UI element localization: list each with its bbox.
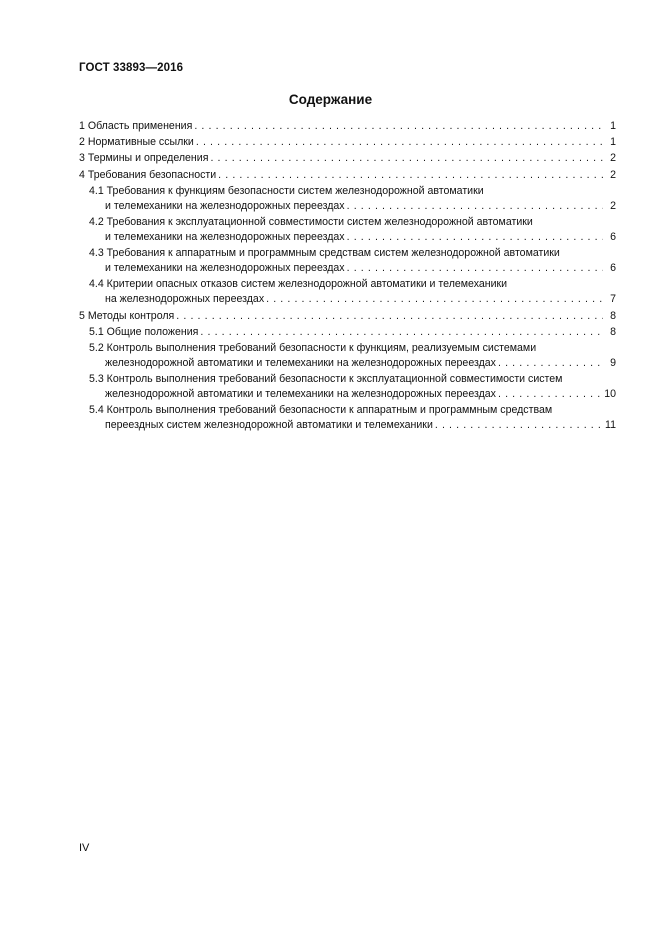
toc-entry-text: железнодорожной автоматики и телемеханики на железнодорожных переездах <box>105 356 496 369</box>
table-of-contents <box>79 119 616 434</box>
toc-entry-line <box>89 387 616 402</box>
toc-entry-line <box>89 261 616 276</box>
toc-entry-text: 4.3 Требования к аппаратным и программным средствам систем железнодорожной автоматики <box>89 247 560 260</box>
toc-leader-dots <box>208 151 603 166</box>
toc-entry-line <box>89 341 616 356</box>
toc-entry-line <box>89 184 616 199</box>
toc-entry-text: 3 Термины и определения <box>79 152 209 165</box>
toc-leader-dots <box>345 261 603 276</box>
toc-leader-dots <box>264 292 603 307</box>
toc-leader-dots <box>496 356 603 371</box>
toc-entry-line <box>89 418 616 433</box>
toc-entry-text: и телемеханики на железнодорожных переездах <box>105 230 345 243</box>
toc-entry-text: переездных систем железнодорожной автоматики и телемеханики <box>105 419 433 432</box>
toc-entry-line <box>89 199 616 214</box>
toc-page-number: 6 <box>610 230 616 243</box>
toc-entry-text: 1 Область применения <box>79 120 193 132</box>
toc-entry-line <box>89 403 616 418</box>
toc-leader-dots <box>433 418 602 433</box>
toc-entry-line <box>89 292 616 307</box>
toc-entry[interactable] <box>79 151 616 166</box>
toc-page-number: 6 <box>610 262 616 275</box>
document-code: ГОСТ 33893—2016 <box>79 62 184 74</box>
toc-entry[interactable] <box>79 215 616 245</box>
toc-entry-line <box>89 246 616 261</box>
toc-entry[interactable] <box>79 119 616 134</box>
toc-entry[interactable] <box>79 372 616 402</box>
toc-entry-line <box>89 277 616 292</box>
toc-entry-text: 4.1 Требования к функциям безопасности систем железнодорожной автоматики <box>89 184 484 197</box>
toc-entry[interactable] <box>79 135 616 150</box>
toc-page-number: 8 <box>610 309 616 322</box>
toc-entry-text: 4.2 Требования к эксплуатационной совместимости систем железнодорожной автоматики <box>89 215 533 228</box>
toc-entry[interactable] <box>79 277 616 307</box>
toc-entry-line <box>89 230 616 245</box>
toc-entry-text: 5 Методы контроля <box>79 309 175 322</box>
toc-page-number: 11 <box>605 419 616 432</box>
toc-entry-line <box>79 151 616 166</box>
toc-page-number: 1 <box>610 120 616 132</box>
toc-leader-dots <box>194 135 603 150</box>
toc-entry[interactable] <box>79 168 616 183</box>
toc-page-number: 8 <box>610 325 616 338</box>
toc-entry-line <box>79 168 616 183</box>
toc-entry[interactable] <box>79 309 616 324</box>
toc-entry-line <box>89 372 616 387</box>
toc-leader-dots <box>174 309 603 324</box>
toc-entry-line <box>79 309 616 324</box>
toc-leader-dots <box>216 168 603 183</box>
toc-entry-text: 5.4 Контроль выполнения требований безопасности к аппаратным и программным средствам <box>89 404 553 417</box>
toc-leader-dots <box>192 119 603 134</box>
toc-entry-text: 5.1 Общие положения <box>89 325 199 338</box>
toc-leader-dots <box>345 230 603 245</box>
toc-entry[interactable] <box>79 246 616 276</box>
toc-page-number: 2 <box>610 199 616 212</box>
toc-leader-dots <box>496 387 601 402</box>
toc-leader-dots <box>345 199 603 214</box>
toc-entry-text: 5.2 Контроль выполнения требований безопасности к функциям, реализуемым системами <box>89 341 537 354</box>
toc-entry-text: на железнодорожных переездах <box>105 293 265 306</box>
toc-title: Содержание <box>288 92 373 107</box>
toc-entry-text: 4 Требования безопасности <box>79 168 217 181</box>
toc-entry[interactable] <box>79 341 616 371</box>
toc-entry[interactable] <box>79 403 616 433</box>
toc-page-number: 10 <box>604 388 616 401</box>
toc-page-number: 2 <box>610 152 616 165</box>
toc-page-number: 7 <box>610 293 616 306</box>
toc-entry-line <box>89 325 616 340</box>
toc-entry-text: и телемеханики на железнодорожных переездах <box>105 199 345 212</box>
toc-entry-line <box>79 119 616 134</box>
toc-entry-text: 5.3 Контроль выполнения требований безопасности к эксплуатационной совместимости систем <box>89 373 563 386</box>
toc-entry-line <box>79 135 616 150</box>
toc-entry[interactable] <box>79 325 616 340</box>
toc-leader-dots <box>198 325 603 340</box>
toc-entry-text: 4.4 Критерии опасных отказов систем железнодорожной автоматики и телемеханики <box>89 278 508 291</box>
toc-page-number: 1 <box>610 136 616 149</box>
toc-entry-text: железнодорожной автоматики и телемеханики на железнодорожных переездах <box>105 388 496 401</box>
toc-entry-line <box>89 215 616 230</box>
toc-page-number: 9 <box>610 356 616 369</box>
toc-page-number: 2 <box>610 168 616 181</box>
toc-entry-text: 2 Нормативные ссылки <box>79 136 194 149</box>
toc-entry[interactable] <box>79 184 616 214</box>
page-number: IV <box>79 842 90 854</box>
toc-entry-text: и телемеханики на железнодорожных переездах <box>105 262 345 275</box>
toc-entry-line <box>89 356 616 371</box>
